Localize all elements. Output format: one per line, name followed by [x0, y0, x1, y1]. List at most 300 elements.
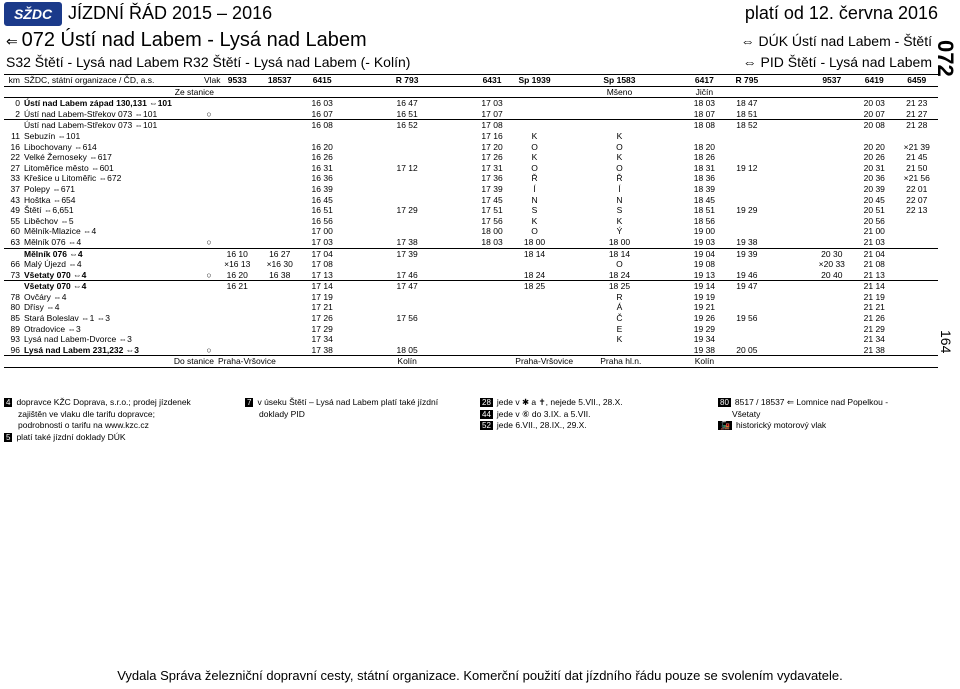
km-cell: 2 — [15, 108, 20, 119]
time-cell — [428, 184, 470, 195]
time-cell: 17 36 — [481, 173, 503, 184]
time-cell — [513, 324, 555, 335]
do-stanice-cell: Kolín — [386, 356, 428, 368]
time-cell: Ý — [616, 226, 623, 237]
time-cell: 20 03 — [863, 98, 885, 109]
km-cell: 89 — [10, 323, 20, 334]
time-cell — [641, 216, 683, 227]
time-cell: 16 51 — [311, 205, 333, 216]
table-row — [4, 195, 938, 206]
time-cell — [428, 324, 470, 335]
time-cell: O — [531, 141, 538, 152]
time-cell — [556, 345, 598, 356]
station-name: Velké Žernoseky ⇔617 — [24, 152, 112, 163]
time-cell — [216, 226, 258, 237]
time-cell — [428, 120, 470, 131]
time-cell — [896, 292, 939, 303]
km-cell: 11 — [11, 130, 20, 141]
time-cell — [726, 173, 768, 184]
time-cell — [598, 120, 640, 131]
header-cell — [768, 75, 810, 87]
time-cell: 18 25 — [513, 281, 555, 292]
km-cell: 27 — [10, 162, 20, 173]
time-cell — [641, 292, 683, 303]
time-cell — [556, 248, 598, 259]
time-cell — [641, 334, 683, 345]
time-cell — [471, 259, 513, 270]
time-cell: 20 08 — [853, 120, 895, 131]
time-cell — [216, 302, 258, 313]
time-cell: 18 14 — [598, 248, 640, 259]
time-cell: 22 01 — [906, 183, 928, 194]
header-cell: Sp 1583 — [598, 75, 640, 87]
station-name: Lysá nad Labem-Dvorce ⇔3 — [24, 334, 132, 345]
time-cell — [556, 98, 598, 109]
time-cell: 17 26 — [311, 313, 333, 324]
time-cell — [343, 345, 385, 356]
time-cell: 17 47 — [386, 281, 428, 292]
legend-item — [480, 420, 623, 432]
time-cell — [768, 270, 810, 281]
station-name: Polepy ⇔671 — [24, 183, 76, 194]
time-cell — [641, 152, 683, 163]
time-cell — [386, 173, 428, 184]
time-cell — [471, 270, 513, 281]
time-cell — [556, 237, 598, 248]
time-cell — [556, 216, 598, 227]
time-cell: 20 07 — [863, 108, 885, 119]
time-cell — [598, 109, 640, 120]
time-cell — [811, 237, 853, 248]
time-cell — [343, 98, 385, 109]
time-cell: 16 38 — [269, 269, 291, 280]
time-cell: 20 51 — [863, 205, 885, 216]
legend-col-2 — [245, 397, 438, 420]
time-cell — [428, 248, 470, 259]
station-name: Lysá nad Labem 231,232 ⇔3 — [24, 344, 139, 355]
time-cell — [513, 313, 555, 324]
time-cell — [811, 195, 853, 206]
time-cell — [641, 173, 683, 184]
legend-text: dopravce KŽC Doprava, s.r.o.; prodej jízdenek — [16, 397, 191, 407]
time-cell — [343, 226, 385, 237]
header-cell: R 793 — [386, 75, 428, 87]
station-marker — [202, 173, 216, 184]
time-cell: 19 13 — [693, 269, 716, 280]
table-row — [4, 205, 938, 216]
time-cell: 17 20 — [481, 141, 503, 152]
time-cell — [428, 334, 470, 345]
legend-item — [4, 432, 191, 444]
km-cell — [4, 248, 22, 259]
time-cell — [343, 173, 385, 184]
station-marker — [202, 195, 216, 206]
time-cell — [768, 324, 810, 335]
time-cell — [768, 237, 810, 248]
table-row — [4, 292, 938, 303]
time-cell — [513, 345, 555, 356]
header-cell: SŽDC, státní organizace / ČD, a.s. — [22, 75, 202, 87]
time-cell: Í — [533, 183, 536, 194]
station-name: Štětí ⇔6,651 — [24, 205, 74, 216]
time-cell — [343, 248, 385, 259]
time-cell: 20 26 — [863, 152, 885, 163]
time-cell — [343, 216, 385, 227]
time-cell — [556, 324, 598, 335]
station-name: Ovčáry ⇔4 — [24, 291, 67, 302]
legend-item — [718, 409, 888, 421]
time-cell — [556, 334, 598, 345]
time-cell: 16 31 — [311, 162, 333, 173]
time-cell — [768, 259, 810, 270]
side-pid — [743, 54, 932, 70]
time-cell: 21 27 — [906, 108, 928, 119]
time-cell: 20 36 — [863, 173, 885, 184]
time-cell — [811, 163, 853, 174]
time-cell — [726, 259, 768, 270]
time-cell: 17 04 — [301, 248, 343, 259]
time-cell: K — [531, 152, 538, 163]
time-cell — [641, 313, 683, 324]
legend-mark: 28 — [482, 398, 491, 407]
time-cell: 20 20 — [863, 141, 885, 152]
station-marker — [202, 163, 216, 174]
time-cell: 19 12 — [736, 162, 758, 173]
do-stanice-cell — [853, 356, 895, 368]
time-cell: 20 45 — [863, 194, 885, 205]
time-cell — [768, 226, 810, 237]
time-cell — [726, 302, 768, 313]
time-cell — [556, 281, 598, 292]
time-cell — [386, 184, 428, 195]
time-cell: 18 24 — [523, 269, 546, 280]
time-cell — [471, 281, 513, 292]
legend-mark: 80 — [720, 398, 729, 407]
time-cell — [556, 205, 598, 216]
time-cell — [258, 163, 300, 174]
time-cell: 20 30 — [811, 248, 853, 259]
page-number: 164 — [938, 330, 954, 354]
time-cell — [641, 205, 683, 216]
time-cell — [811, 313, 853, 324]
time-cell: 21 34 — [863, 334, 885, 345]
time-cell — [343, 131, 385, 142]
do-stanice-label: Do stanice — [4, 356, 216, 368]
time-cell: 19 08 — [693, 259, 716, 270]
km-cell: 78 — [10, 291, 20, 302]
header-cell: R 795 — [726, 75, 768, 87]
time-cell — [216, 152, 258, 163]
time-cell: 17 00 — [311, 226, 333, 237]
legend-item — [718, 420, 888, 432]
time-cell — [301, 131, 343, 142]
table-row — [4, 142, 938, 153]
station-name: Malý Újezd ⇔4 — [24, 259, 82, 270]
time-cell: 21 26 — [863, 313, 885, 324]
time-cell — [258, 302, 300, 313]
time-cell: 18 00 — [608, 236, 631, 247]
time-cell: 19 34 — [693, 334, 716, 345]
legend-mark: 7 — [247, 398, 252, 407]
time-cell — [811, 109, 853, 120]
legend-item — [718, 397, 888, 409]
time-cell — [768, 345, 810, 356]
vertical-route-tab: 072 — [933, 40, 958, 77]
do-stanice-cell — [726, 356, 768, 368]
time-cell: 17 31 — [481, 162, 503, 173]
time-cell — [641, 142, 683, 153]
time-cell: 18 07 — [693, 108, 716, 119]
time-cell — [811, 98, 853, 109]
time-cell — [896, 259, 939, 270]
time-cell — [811, 281, 853, 292]
time-cell — [811, 173, 853, 184]
time-cell: K — [531, 130, 538, 141]
time-cell: S — [616, 205, 623, 216]
time-cell — [726, 226, 768, 237]
time-cell — [556, 184, 598, 195]
footer-notice: Vydala Správa železniční dopravní cesty, státní organizace. Komerční použití dat jízdního řádu pouze se svolením vydavatele. — [117, 668, 843, 683]
time-cell — [343, 313, 385, 324]
time-cell — [641, 109, 683, 120]
station-name: Hoštka ⇔654 — [24, 194, 76, 205]
time-cell: 16 26 — [311, 152, 333, 163]
legend-col-4 — [718, 397, 888, 432]
legend-text: jede 6.VII., 28.IX., 29.X. — [496, 420, 587, 430]
time-cell: 18 52 — [726, 120, 768, 131]
time-cell: 20 05 — [736, 344, 758, 355]
szdc-logo: SŽDC — [4, 2, 62, 26]
time-cell — [258, 345, 300, 356]
time-cell: 18 03 — [693, 98, 716, 109]
time-cell — [428, 281, 470, 292]
time-cell — [428, 270, 470, 281]
time-cell — [768, 334, 810, 345]
time-cell — [428, 313, 470, 324]
time-cell: 18 56 — [693, 215, 716, 226]
time-cell: 17 12 — [396, 162, 418, 173]
time-cell — [386, 324, 428, 335]
time-cell — [768, 195, 810, 206]
km-cell: 93 — [10, 334, 20, 345]
time-cell: 17 16 — [481, 130, 503, 141]
time-cell: 20 39 — [863, 183, 885, 194]
time-cell — [811, 302, 853, 313]
time-cell — [258, 152, 300, 163]
time-cell — [258, 120, 300, 131]
time-cell: 21 38 — [863, 344, 885, 355]
time-cell — [513, 259, 555, 270]
station-marker — [202, 142, 216, 153]
time-cell — [641, 248, 683, 259]
time-cell — [343, 292, 385, 303]
legend-col-3 — [480, 397, 623, 432]
station-marker — [202, 302, 216, 313]
time-cell: 19 47 — [726, 281, 768, 292]
time-cell: 17 03 — [481, 98, 503, 109]
ze-stanice-cell — [556, 86, 598, 98]
time-cell: 19 46 — [736, 269, 758, 280]
time-cell: 18 00 — [481, 226, 503, 237]
time-cell: 21 13 — [863, 269, 885, 280]
time-cell: S — [531, 205, 538, 216]
time-cell: 18 25 — [598, 281, 640, 292]
time-cell — [428, 131, 470, 142]
ze-stanice-cell — [386, 86, 428, 98]
time-cell — [258, 292, 300, 303]
time-cell — [556, 313, 598, 324]
legend-text: jede v ⑥ do 3.IX. a 5.VII. — [496, 408, 591, 419]
do-stanice-cell: Kolín — [683, 356, 725, 368]
km-cell: 96 — [10, 344, 20, 355]
time-cell — [258, 237, 300, 248]
time-cell — [768, 142, 810, 153]
time-cell — [258, 226, 300, 237]
timetable-year-title: JÍZDNÍ ŘÁD 2015 – 2016 — [68, 3, 273, 23]
station-marker — [202, 324, 216, 335]
time-cell: 17 29 — [311, 323, 333, 334]
time-cell — [726, 184, 768, 195]
time-cell: N — [616, 194, 623, 205]
time-cell — [896, 248, 939, 259]
route-arrow-icon: ⇐ — [6, 33, 22, 49]
table-row — [4, 324, 938, 335]
timetable-table — [4, 74, 938, 368]
time-cell — [471, 248, 513, 259]
time-cell — [683, 131, 725, 142]
time-cell — [726, 142, 768, 153]
km-cell: 22 — [10, 152, 20, 163]
do-stanice-cell — [471, 356, 513, 368]
time-cell: 16 27 — [258, 248, 300, 259]
time-cell — [768, 173, 810, 184]
time-cell — [811, 184, 853, 195]
legend-mark: 4 — [6, 398, 11, 407]
time-cell — [768, 98, 810, 109]
table-row — [4, 131, 938, 142]
time-cell: 21 28 — [896, 120, 939, 131]
station-name: Litoměřice město ⇔601 — [24, 162, 114, 173]
legend-col-1 — [4, 397, 191, 443]
time-cell: 16 52 — [386, 120, 428, 131]
time-cell: 17 38 — [396, 236, 418, 247]
time-cell — [428, 173, 470, 184]
route-title-text: 072 Ústí nad Labem - Lysá nad Labem — [21, 29, 367, 51]
time-cell — [726, 292, 768, 303]
time-cell: 16 47 — [396, 98, 418, 109]
header-cell — [343, 75, 385, 87]
time-cell: 18 36 — [693, 173, 716, 184]
time-cell — [258, 281, 300, 292]
time-cell — [428, 109, 470, 120]
ze-stanice-label: Ze stanice — [4, 86, 216, 98]
table-row — [4, 216, 938, 227]
time-cell — [768, 184, 810, 195]
time-cell — [726, 195, 768, 206]
time-cell — [641, 226, 683, 237]
time-cell: 17 51 — [481, 205, 503, 216]
time-cell — [556, 302, 598, 313]
table-row — [4, 120, 938, 131]
table-row — [4, 152, 938, 163]
time-cell: 18 45 — [693, 194, 716, 205]
time-cell — [896, 302, 939, 313]
duk-text: DÚK Ústí nad Labem - Štětí — [758, 33, 932, 49]
km-cell: 73 — [10, 269, 20, 280]
time-cell — [768, 163, 810, 174]
station-marker — [202, 226, 216, 237]
time-cell: 19 38 — [693, 344, 716, 355]
time-cell — [428, 226, 470, 237]
time-cell: 17 07 — [481, 108, 503, 119]
ze-stanice-cell — [811, 86, 853, 98]
time-cell — [641, 98, 683, 109]
legend-item — [4, 409, 191, 421]
time-cell: 16 56 — [311, 215, 333, 226]
time-cell — [428, 195, 470, 206]
ze-stanice-cell: Jičín — [683, 86, 725, 98]
time-cell — [343, 270, 385, 281]
time-cell — [258, 216, 300, 227]
time-cell: 18 26 — [693, 152, 716, 163]
legend-mark: 🚂 — [720, 421, 730, 430]
time-cell — [216, 237, 258, 248]
time-cell — [641, 259, 683, 270]
legend-mark: 5 — [6, 432, 11, 442]
time-cell — [768, 131, 810, 142]
time-cell — [513, 302, 555, 313]
time-cell — [768, 205, 810, 216]
time-cell — [641, 131, 683, 142]
table-row — [4, 226, 938, 237]
do-stanice-cell: Praha-Vršovice — [515, 356, 574, 367]
time-cell: 16 10 — [216, 248, 258, 259]
time-cell — [556, 195, 598, 206]
km-cell: 80 — [10, 302, 20, 313]
time-cell: 17 56 — [481, 215, 503, 226]
route-subtitle: S32 Štětí - Lysá nad Labem R32 Štětí - Lysá nad Labem (- Kolín) — [6, 54, 411, 70]
station-name: Dřísy ⇔4 — [24, 302, 60, 313]
time-cell: K — [616, 215, 623, 226]
time-cell: R — [616, 291, 623, 302]
time-cell: ×20 33 — [818, 259, 845, 270]
time-cell — [258, 334, 300, 345]
station-marker — [202, 334, 216, 345]
km-cell: 16 — [10, 141, 20, 152]
legend-text: platí také jízdní doklady DÚK — [16, 431, 126, 442]
time-cell — [513, 334, 555, 345]
station-marker — [202, 292, 216, 303]
ze-stanice-cell — [768, 86, 810, 98]
time-cell — [258, 173, 300, 184]
time-cell: 19 26 — [693, 313, 716, 324]
time-cell: 17 26 — [481, 152, 503, 163]
time-cell: 19 04 — [683, 248, 725, 259]
time-cell — [896, 281, 939, 292]
time-cell: 17 19 — [311, 291, 333, 302]
time-cell — [343, 302, 385, 313]
do-stanice-cell — [768, 356, 810, 368]
station-name: Ústí nad Labem západ 130,131 ⇔101 — [24, 98, 172, 109]
time-cell — [258, 184, 300, 195]
station-marker — [202, 259, 216, 270]
time-cell — [216, 131, 258, 142]
time-cell — [471, 324, 513, 335]
time-cell — [556, 109, 598, 120]
time-cell — [343, 281, 385, 292]
time-cell — [641, 184, 683, 195]
time-cell — [768, 248, 810, 259]
